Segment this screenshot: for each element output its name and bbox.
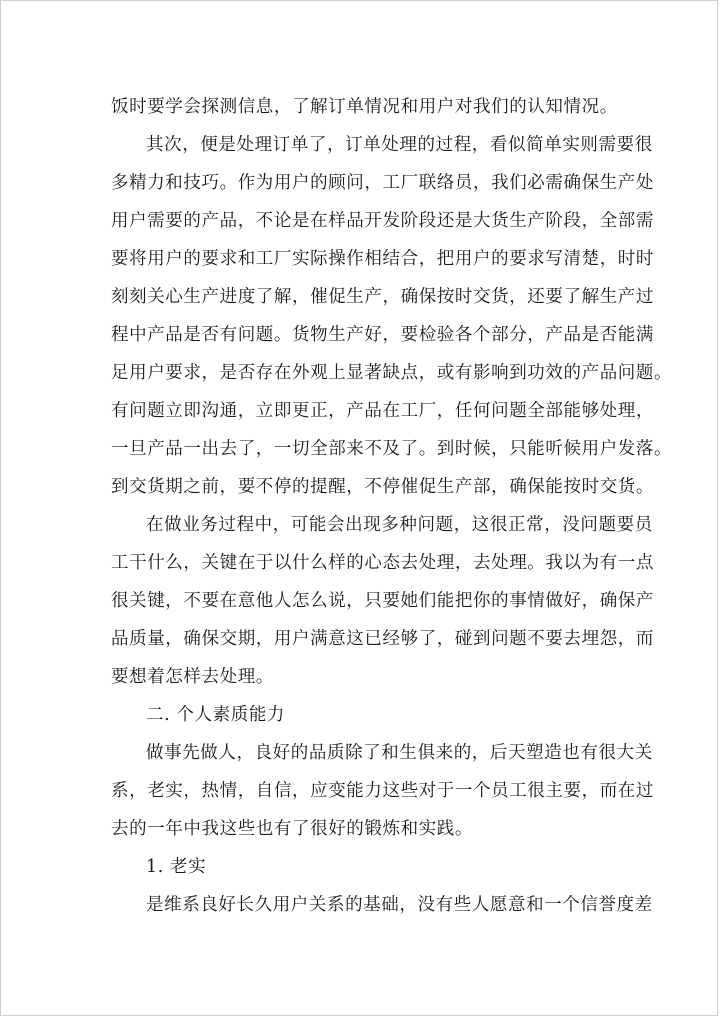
subsection-heading: 1. 老实 <box>146 857 207 877</box>
text-line: 系，老实，热情，自信，应变能力这些对于一个员工很主要，而在过 <box>111 781 654 801</box>
text-line: 其次，便是处理订单了，订单处理的过程，看似简单实则需要很 <box>146 135 653 155</box>
text-line: 程中产品是否有问题。货物生产好，要检验各个部分，产品是否能满 <box>111 325 654 345</box>
text-line: 有问题立即沟通，立即更正，产品在工厂，任何问题全部能够处理， <box>111 401 654 421</box>
text-line: 很关键，不要在意他人怎么说，只要她们能把你的事情做好，确保产 <box>111 591 654 611</box>
text-line: 多精力和技巧。作为用户的顾问，工厂联络员，我们必需确保生产处 <box>111 173 654 193</box>
text-line: 做事先做人，良好的品质除了和生俱来的，后天塑造也有很大关 <box>146 743 653 763</box>
text-line: 品质量，确保交期，用户满意这已经够了，碰到问题不要去埋怨，而 <box>111 629 654 649</box>
text-line: 要将用户的要求和工厂实际操作相结合，把用户的要求写清楚，时时 <box>111 249 654 269</box>
text-line: 足用户要求，是否存在外观上显著缺点，或有影响到功效的产品问题。 <box>111 363 673 383</box>
text-line: 到交货期之前，要不停的提醒，不停催促生产部，确保能按时交货。 <box>111 477 654 497</box>
text-line: 工干什么，关键在于以什么样的心态去处理，去处理。我以为有一点 <box>111 553 654 573</box>
text-line: 是维系良好长久用户关系的基础，没有些人愿意和一个信誉度差 <box>146 895 653 915</box>
text-line: 去的一年中我这些也有了很好的锻炼和实践。 <box>111 819 473 839</box>
text-line: 饭时要学会探测信息，了解订单情况和用户对我们的认知情况。 <box>111 97 618 117</box>
text-line: 要想着怎样去处理。 <box>111 667 274 687</box>
text-line: 在做业务过程中，可能会出现多种问题，这很正常，没问题要员 <box>146 515 653 535</box>
text-line: 一旦产品一出去了，一切全部来不及了。到时候，只能听候用户发落。 <box>111 439 673 459</box>
text-line: 刻刻关心生产进度了解，催促生产，确保按时交货，还要了解生产过 <box>111 287 654 307</box>
text-line: 用户需要的产品，不论是在样品开发阶段还是大货生产阶段，全部需 <box>111 211 654 231</box>
section-heading: 二. 个人素质能力 <box>146 705 286 725</box>
